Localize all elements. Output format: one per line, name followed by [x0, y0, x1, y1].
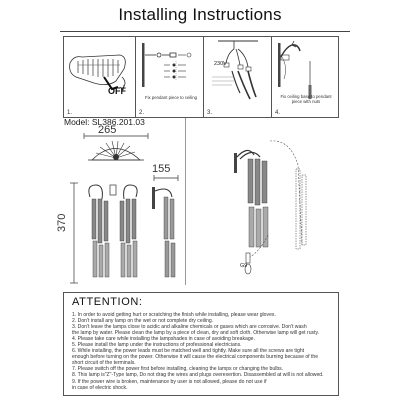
attention-line: the lamp by water. Please clean the lamp by a piece of clean, dry and soft cloth. Otherwise lamp will get rusty. [72, 330, 320, 337]
step-number: 2. [139, 110, 145, 116]
height-dimension: 370 [56, 213, 68, 232]
off-label: OFF [108, 86, 126, 96]
step-3 [204, 37, 272, 117]
attention-line: 7. Please switch off the power first before installing, cleaning the lamps or changing the bulbs. [72, 366, 284, 373]
page-title: Installing Instructions [118, 5, 282, 24]
installation-steps [63, 36, 339, 118]
attention-line: 2. Don't install any lamp on the wet or not complete dry ceiling. [72, 318, 214, 325]
attention-line: 3. Don't leave the lamps close to acidic and alkaline chemicals or gases which are corrosive. Don't wash [72, 324, 307, 331]
attention-line: in case of electric shock. [72, 384, 128, 391]
attention-line: 1. In order to avoid getting hurt or scratching the finish while installing, please wear gloves. [72, 312, 276, 318]
dimension-drawing [60, 125, 190, 295]
step-number: 3. [207, 110, 213, 116]
ceiling-base-illustration [272, 37, 338, 117]
step-4 [272, 37, 338, 117]
attention-line: 4. Please take care while installing the lampshades in case of avoiding breakage. [72, 336, 255, 343]
attention-line: 9. If the power wire is broken, maintenance by user is not allowed, please do not use if [72, 378, 267, 385]
step-2-caption: Fix pendant piece to ceiling [144, 95, 198, 100]
attention-line: short circuit of the terminals. [72, 360, 136, 367]
depth-dimension: 155 [152, 163, 171, 175]
switch-off-illustration [64, 37, 136, 117]
attention-title: ATTENTION: [72, 296, 143, 308]
model-number: Model: SL386.201.03 [64, 117, 145, 127]
step-number: 1. [67, 110, 73, 116]
pendant-fix-illustration [136, 37, 204, 117]
attention-list [72, 312, 336, 391]
installed-lamp-illustration [190, 125, 340, 295]
wiring-illustration [204, 37, 272, 117]
voltage-label: 230V [214, 61, 227, 67]
title-divider [60, 31, 350, 32]
attention-box [63, 292, 339, 396]
attention-line: enough before turning on the power. Otherwise it will cause the electrical components burning because of the [72, 354, 319, 361]
bulb-type-label: G9 [240, 263, 248, 269]
step-4-caption-line-2: piece with nuts [291, 99, 321, 104]
width-dimension: 265 [98, 124, 117, 136]
step-1 [64, 37, 136, 117]
step-2 [136, 37, 204, 117]
step-number: 4. [275, 110, 281, 116]
attention-line: 5. Please install the lamp under the instructions of professional electricians. [72, 342, 242, 349]
attention-line: 8. This lamp is"Z"-Type lamp, Do not drag the wires and plugs overexertion. Disassembled at will is not allowed. [72, 372, 324, 379]
attention-line: 6. While installing, the power leads must be matched well and tightly. Make sure all the screws are tight [72, 348, 305, 355]
step-4-caption-line-1: Fix ceiling base to pendant [280, 94, 332, 99]
